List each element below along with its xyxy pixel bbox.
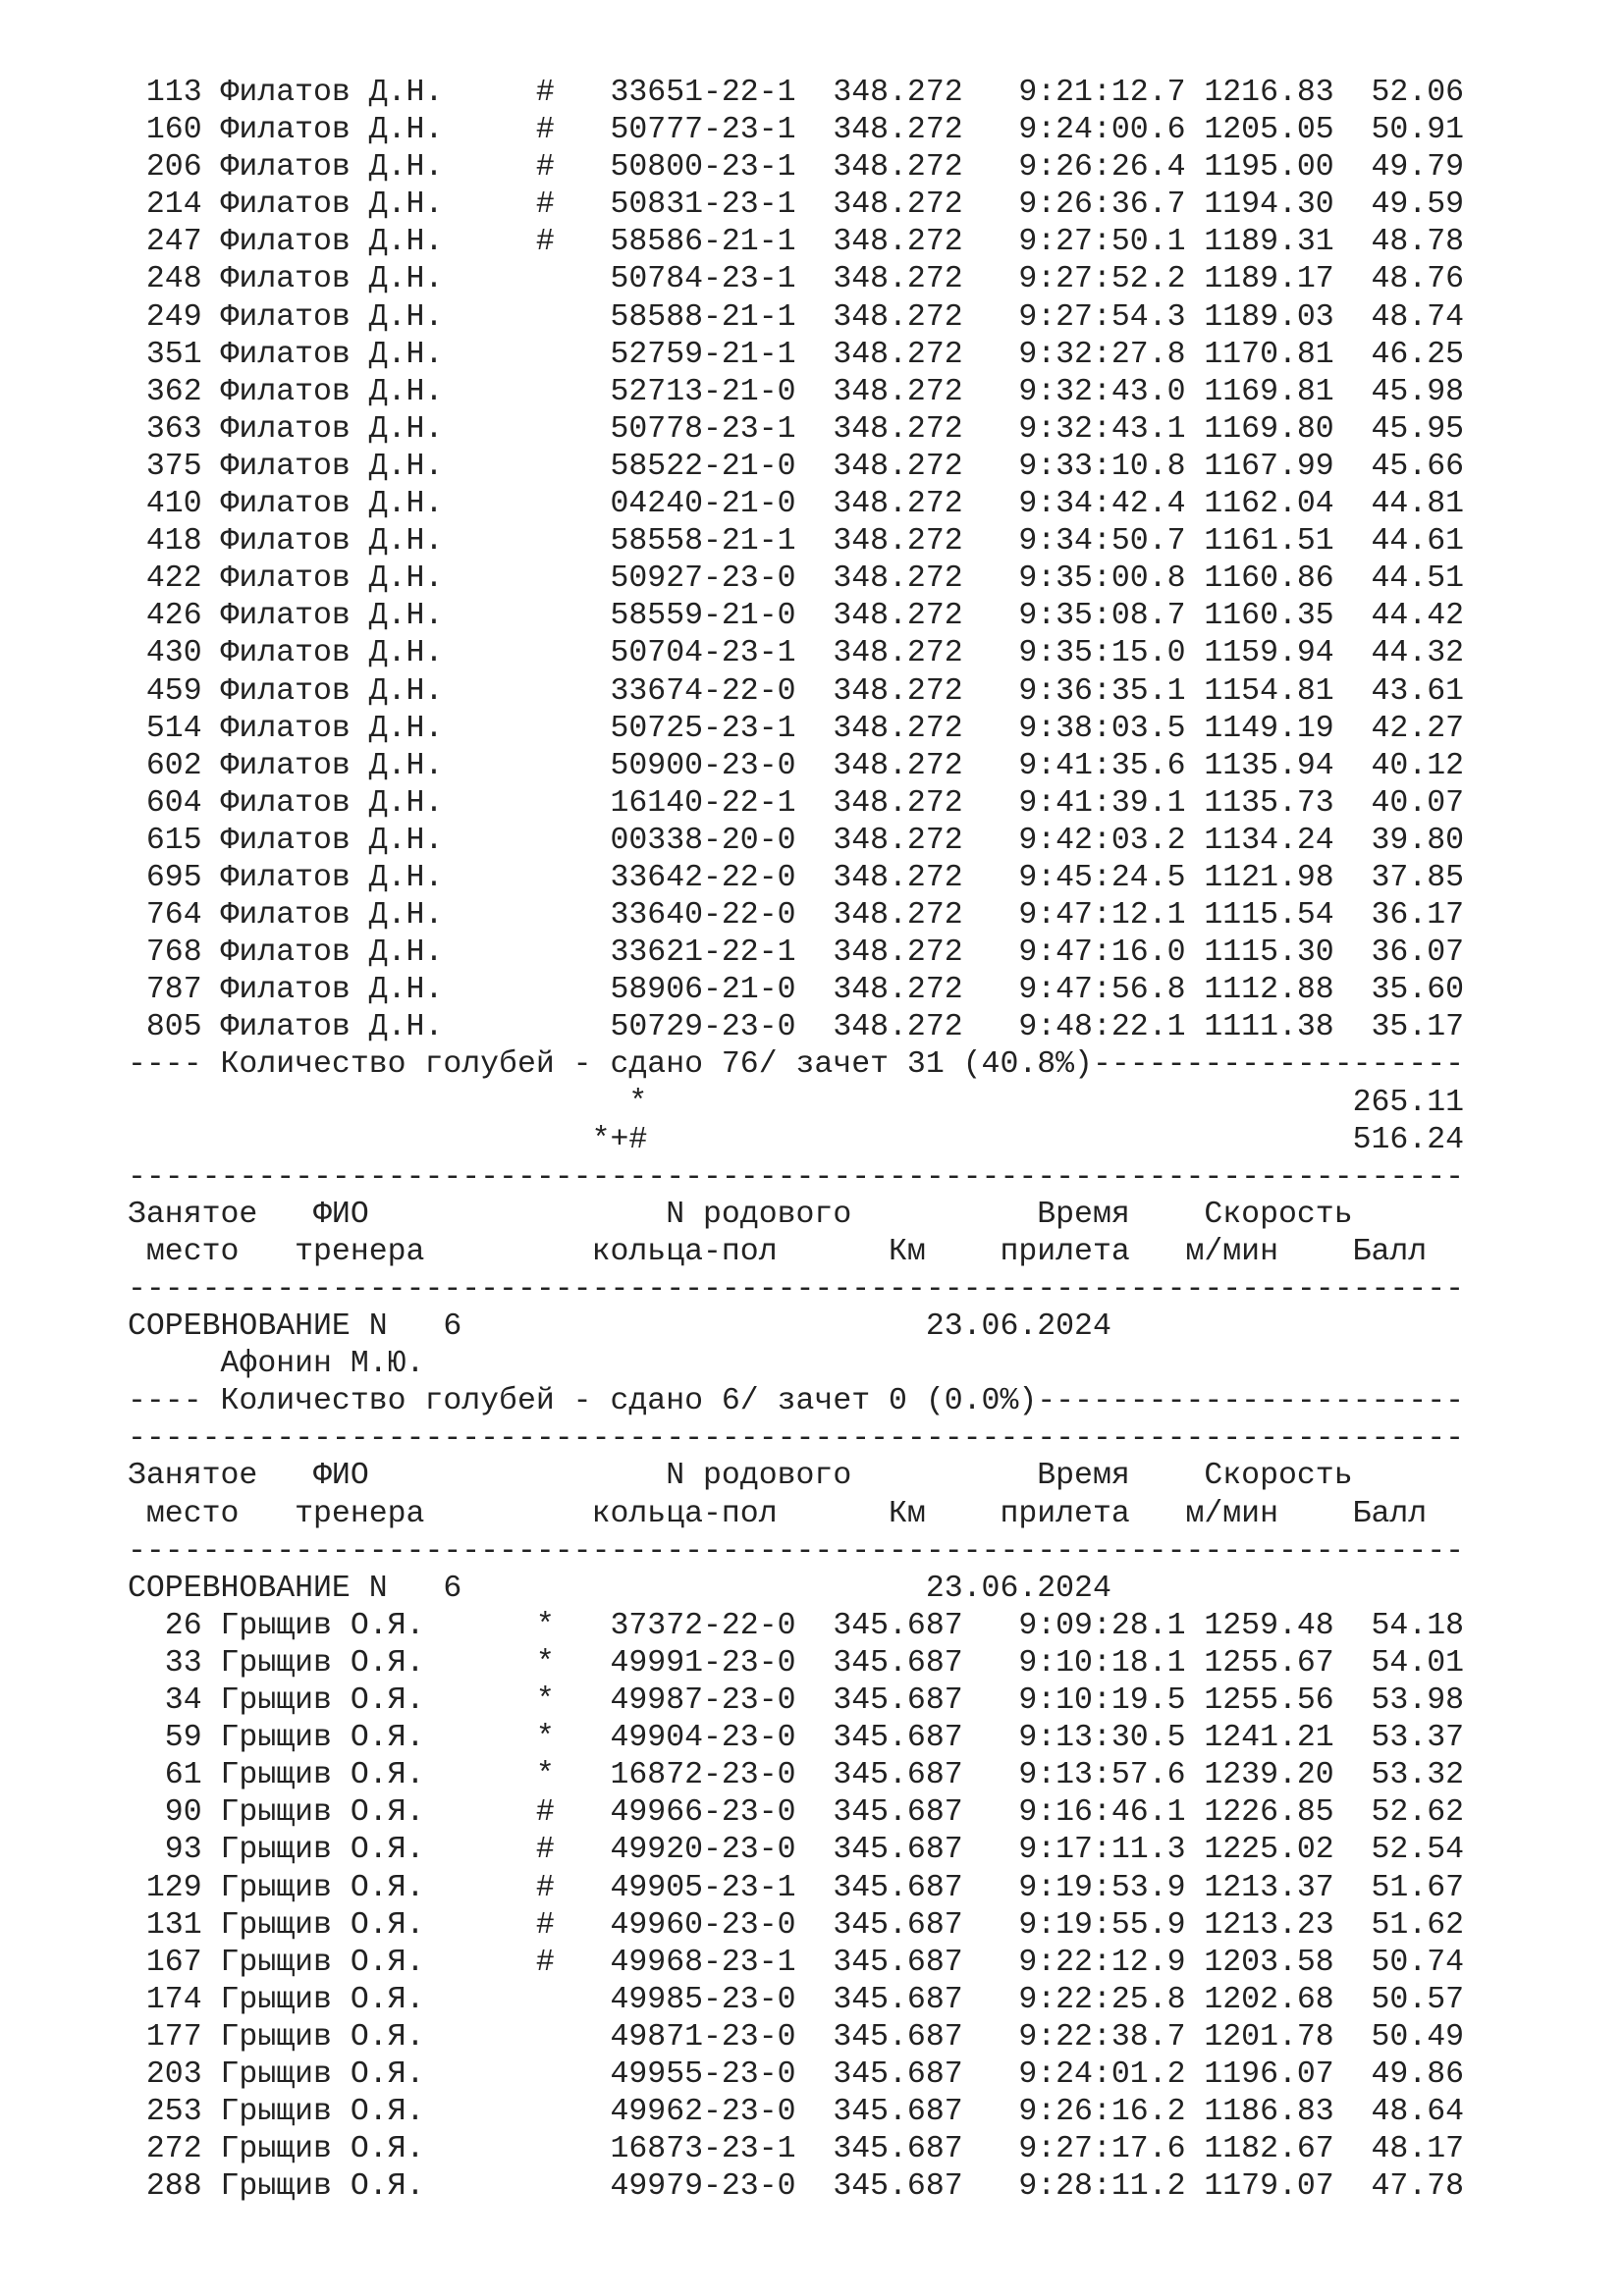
result-row: 93 Грыщив О.Я. # 49920-23-0 345.687 9:17:11.3 1225.02 52.54 [128,1833,1465,1868]
divider: ------------------------------------------------------------------------ [128,1421,1465,1457]
result-row: 695 Филатов Д.Н. 33642-22-0 348.272 9:45:24.5 1121.98 37.85 [128,860,1465,895]
result-row: 59 Грыщив О.Я. * 49904-23-0 345.687 9:13:30.5 1241.21 53.37 [128,1721,1465,1756]
result-row: 418 Филатов Д.Н. 58558-21-1 348.272 9:34:50.7 1161.51 44.61 [128,524,1465,560]
results-document [128,75,1561,2206]
result-row: 113 Филатов Д.Н. # 33651-22-1 348.272 9:21:12.7 1216.83 52.06 [128,76,1465,110]
competition-title: СОРЕВНОВАНИЕ N 6 23.06.2024 [128,1571,1111,1606]
result-row: 615 Филатов Д.Н. 00338-20-0 348.272 9:42:03.2 1134.24 39.80 [128,823,1465,858]
table-header: место тренера кольца-пол Км прилета м/мин Балл [128,1496,1428,1531]
result-row: 430 Филатов Д.Н. 50704-23-1 348.272 9:35:15.0 1159.94 44.32 [128,636,1465,671]
table-header: Занятое ФИО N родового Время Скорость [128,1459,1353,1494]
result-row: 604 Филатов Д.Н. 16140-22-1 348.272 9:41:39.1 1135.73 40.07 [128,785,1465,821]
result-row: 247 Филатов Д.Н. # 58586-21-1 348.272 9:27:50.1 1189.31 48.78 [128,225,1465,260]
result-row: 764 Филатов Д.Н. 33640-22-0 348.272 9:47:12.1 1115.54 36.17 [128,898,1465,934]
summary-line: ---- Количество голубей - сдано 76/ зачет 31 (40.8%)-------------------- [128,1047,1465,1083]
result-row: 787 Филатов Д.Н. 58906-21-0 348.272 9:47:56.8 1112.88 35.60 [128,973,1465,1008]
result-row: 167 Грыщив О.Я. # 49968-23-1 345.687 9:22:12.9 1203.58 50.74 [128,1945,1465,1980]
total-line: *+# 516.24 [128,1122,1465,1157]
result-row: 805 Филатов Д.Н. 50729-23-0 348.272 9:48:22.1 1111.38 35.17 [128,1010,1465,1045]
result-row: 248 Филатов Д.Н. 50784-23-1 348.272 9:27:52.2 1189.17 48.76 [128,262,1465,297]
result-row: 351 Филатов Д.Н. 52759-21-1 348.272 9:32:27.8 1170.81 46.25 [128,337,1465,372]
result-row: 26 Грыщив О.Я. * 37372-22-0 345.687 9:09:28.1 1259.48 54.18 [128,1608,1465,1643]
total-line: * 265.11 [128,1085,1465,1120]
result-row: 272 Грыщив О.Я. 16873-23-1 345.687 9:27:17.6 1182.67 48.17 [128,2132,1465,2167]
result-row: 426 Филатов Д.Н. 58559-21-0 348.272 9:35:08.7 1160.35 44.42 [128,599,1465,634]
result-row: 34 Грыщив О.Я. * 49987-23-0 345.687 9:10:19.5 1255.56 53.98 [128,1683,1465,1719]
trainer-name: Афонин М.Ю. [128,1347,425,1382]
result-row: 129 Грыщив О.Я. # 49905-23-1 345.687 9:19:53.9 1213.37 51.67 [128,1870,1465,1905]
result-row: 160 Филатов Д.Н. # 50777-23-1 348.272 9:24:00.6 1205.05 50.91 [128,113,1465,148]
result-row: 422 Филатов Д.Н. 50927-23-0 348.272 9:35:00.8 1160.86 44.51 [128,561,1465,597]
result-row: 514 Филатов Д.Н. 50725-23-1 348.272 9:38:03.5 1149.19 42.27 [128,711,1465,746]
result-row: 362 Филатов Д.Н. 52713-21-0 348.272 9:32:43.0 1169.81 45.98 [128,374,1465,409]
result-row: 768 Филатов Д.Н. 33621-22-1 348.272 9:47:16.0 1115.30 36.07 [128,935,1465,971]
result-row: 33 Грыщив О.Я. * 49991-23-0 345.687 9:10:18.1 1255.67 54.01 [128,1645,1465,1681]
result-row: 249 Филатов Д.Н. 58588-21-1 348.272 9:27:54.3 1189.03 48.74 [128,299,1465,335]
result-row: 253 Грыщив О.Я. 49962-23-0 345.687 9:26:16.2 1186.83 48.64 [128,2095,1465,2130]
result-row: 131 Грыщив О.Я. # 49960-23-0 345.687 9:19:55.9 1213.23 51.62 [128,1907,1465,1943]
result-row: 459 Филатов Д.Н. 33674-22-0 348.272 9:36:35.1 1154.81 43.61 [128,673,1465,709]
table-header: Занятое ФИО N родового Время Скорость [128,1197,1353,1232]
result-row: 206 Филатов Д.Н. # 50800-23-1 348.272 9:26:26.4 1195.00 49.79 [128,150,1465,186]
divider: ------------------------------------------------------------------------ [128,1159,1465,1195]
result-row: 288 Грыщив О.Я. 49979-23-0 345.687 9:28:11.2 1179.07 47.78 [128,2169,1465,2205]
competition-title: СОРЕВНОВАНИЕ N 6 23.06.2024 [128,1309,1111,1345]
result-row: 61 Грыщив О.Я. * 16872-23-0 345.687 9:13:57.6 1239.20 53.32 [128,1758,1465,1793]
result-row: 363 Филатов Д.Н. 50778-23-1 348.272 9:32:43.1 1169.80 45.95 [128,411,1465,447]
divider: ------------------------------------------------------------------------ [128,1272,1465,1307]
divider: ------------------------------------------------------------------------ [128,1533,1465,1569]
table-header: место тренера кольца-пол Км прилета м/мин Балл [128,1234,1428,1269]
result-row: 177 Грыщив О.Я. 49871-23-0 345.687 9:22:38.7 1201.78 50.49 [128,2019,1465,2055]
result-row: 602 Филатов Д.Н. 50900-23-0 348.272 9:41:35.6 1135.94 40.12 [128,748,1465,783]
result-row: 375 Филатов Д.Н. 58522-21-0 348.272 9:33:10.8 1167.99 45.66 [128,449,1465,484]
result-row: 203 Грыщив О.Я. 49955-23-0 345.687 9:24:01.2 1196.07 49.86 [128,2056,1465,2092]
result-row: 174 Грыщив О.Я. 49985-23-0 345.687 9:22:25.8 1202.68 50.57 [128,1982,1465,2017]
result-row: 410 Филатов Д.Н. 04240-21-0 348.272 9:34:42.4 1162.04 44.81 [128,487,1465,522]
summary-line: ---- Количество голубей - сдано 6/ зачет 0 (0.0%)----------------------- [128,1384,1465,1419]
result-row: 90 Грыщив О.Я. # 49966-23-0 345.687 9:16:46.1 1226.85 52.62 [128,1795,1465,1831]
result-row: 214 Филатов Д.Н. # 50831-23-1 348.272 9:26:36.7 1194.30 49.59 [128,187,1465,223]
